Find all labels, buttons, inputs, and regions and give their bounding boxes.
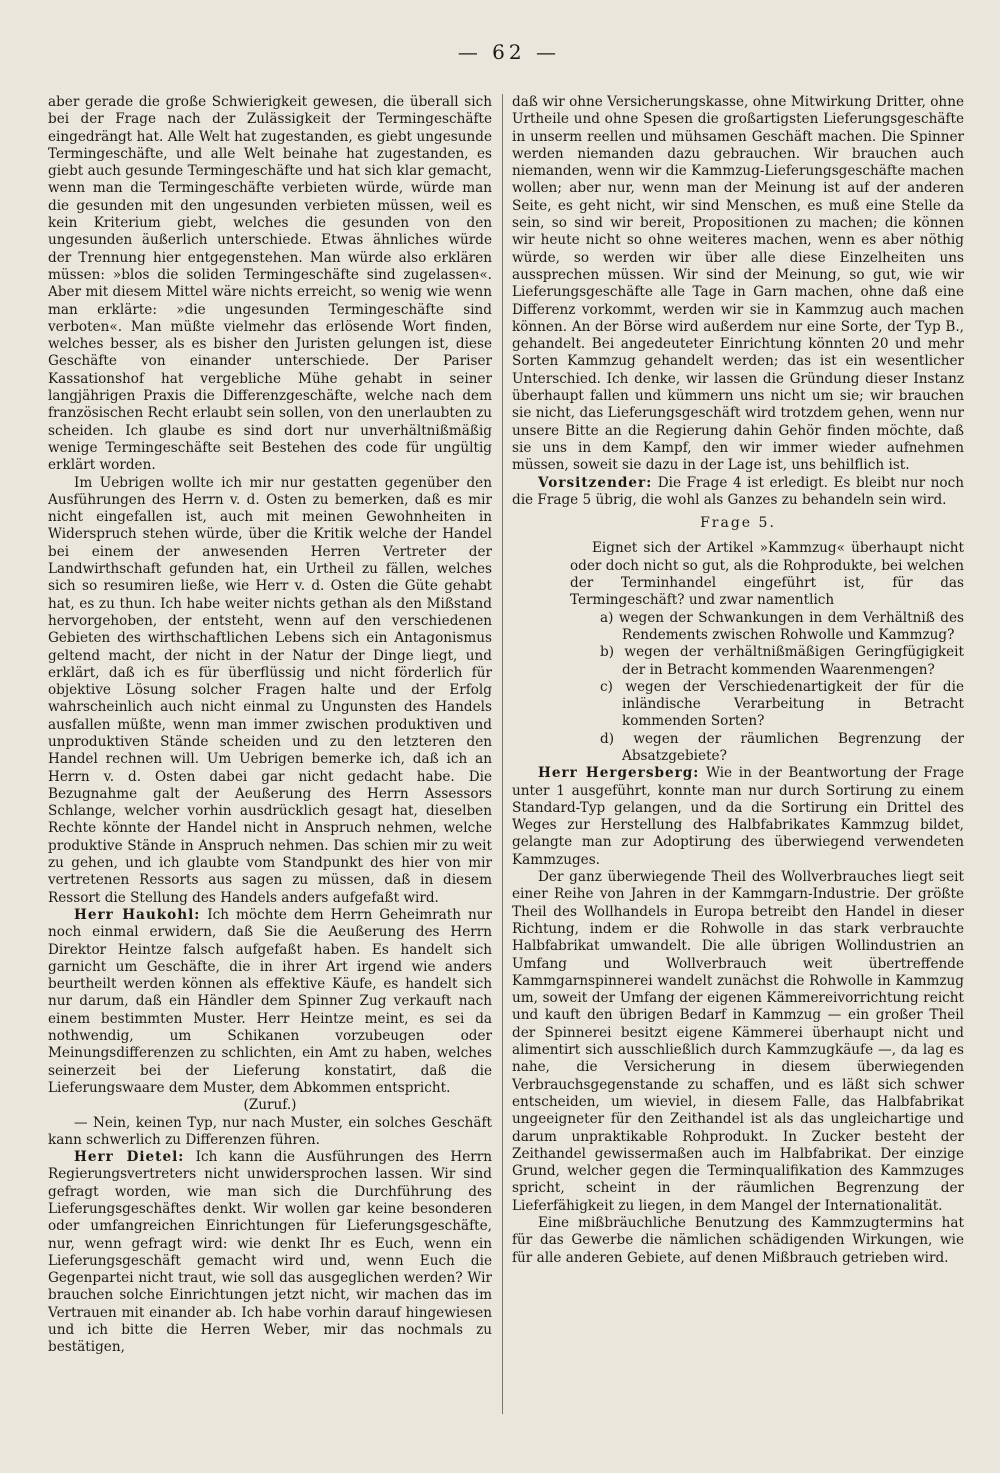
section-heading: Frage 5. <box>700 515 776 532</box>
paragraph: daß wir ohne Versicherungskasse, ohne Mitwirkung Dritter, ohne Urtheile und ohne Spesen die großartigsten Lieferungsgeschäfte in unserm reellen und mühsamen Geschäft machen. Die Spinner werden niemanden dazu gebrauchen. Wir brauchen auch niemanden, wenn wir die Kammzug-Lieferungsgeschäfte machen wollen; aber nur, wenn man der Meinung ist auf der anderen Seite, es geht nicht, wir sind Menschen, es muß eine Stelle da sein, so sind wir bereit, Propositionen zu machen; die können wir heute nicht so ohne weiteres machen, wenn es aber nöthig würde, so werden wir über alle diese Einzelheiten uns aussprechen müssen. Wir sind der Meinung, so gut, wie wir Lieferungsgeschäfte alle Tage in Garn machen, ohne daß eine Differenz vorkommt, werden wir sie in Kammzug auch machen können. An der Börse wird außerdem nur eine Sorte, der Typ B., gehandelt. Bei angedeuteter Einrichtung könnten 20 und mehr Sorten Kammzug gehandelt werden; das ist ein wesentlicher Unterschied. Ich denke, wir lassen die Gründung dieser Instanz überhaupt fallen und kümmern uns nicht um sie; wir brauchen sie nicht, das Lieferungsgeschäft wird trotzdem gehen, wenn nur unsere Bitte an die Regierung dahin Gehör finden möchte, daß sie uns in dem Kampf, den wir immer wieder aufnehmen müssen, soweit sie dazu in der Lage ist, uns behilflich ist. <box>512 94 964 474</box>
speaker-name: Herr Dietel: <box>74 1149 185 1166</box>
paragraph: — Nein, keinen Typ, nur nach Muster, ein solches Geschäft kann schwerlich zu Differenzen führen. <box>48 1114 492 1148</box>
question-item: c) wegen der Verschiedenartigkeit der für die inländische Verarbeitung in Betracht kommenden Sorten? <box>600 678 964 730</box>
right-column <box>512 94 964 1433</box>
question-intro: Eignet sich der Artikel »Kammzug« überhaupt nicht oder doch nicht so gut, als die Rohprodukte, bei welchen der Terminhandel eingeführt ist, für das Termingeschäft? und zwar namentlich <box>570 540 964 609</box>
question-item: d) wegen der räumlichen Begrenzung der Absatzgebiete? <box>600 730 964 764</box>
paragraph: Eine mißbräuchliche Benutzung des Kammzugtermins hat für das Gewerbe die nämlichen schädigenden Wirkungen, wie für alle anderen Gebiete, auf denen Mißbrauch getrieben wird. <box>512 1215 964 1266</box>
paragraph: Im Uebrigen wollte ich mir nur gestatten gegenüber den Ausführungen des Herrn v. d. Osten zu bemerken, daß es mir nicht eingefallen ist, auch mit meinen Gewohnheiten in Widerspruch stehen würde, über die Kritik welche der Handel bei einem der anwesenden Herren Vertreter der Landwirthschaft gefunden hat, ein Urtheil zu fällen, welches sich so resumiren ließe, wie Herr v. d. Osten die Güte gehabt hat, es zu thun. Ich habe weiter nichts gethan als den Mißstand hervorgehoben, der entsteht, wenn auf den verschiedenen Gebieten des wirthschaftlichen Lebens sich ein Antagonismus geltend macht, der nicht in der Natur der Dinge liegt, und erklärt, daß ich es für überflüssig und nicht förderlich für objektive Lösung solcher Fragen halte und der Erfolg wahrscheinlich auch nicht einmal zu Ungunsten des Handels ausfallen müßte, wenn man immer zwischen produktiven und unproduktiven Stände scheiden und zu den letzteren den Handel rechnen will. Um Uebrigen bemerke ich, daß ich an Herrn v. d. Osten dabei gar nicht gedacht habe. Die Bezugnahme galt der Aeußerung des Herrn Assessors Schlange, welcher vorhin ausdrücklich gesagt hat, dieselben Rechte könnte der Handel nicht in Anspruch nehmen, welche produktive Stände in Anspruch nehmen. Das schien mir zu weit zu gehen, und ich glaubte vom Standpunkt des hier von mir vertretenen Ressorts aus sagen zu müssen, daß in diesem Ressort die Stellung des Handels anders aufgefaßt wird. <box>48 474 492 906</box>
column-divider <box>502 94 503 1414</box>
speech-text: Ich möchte dem Herrn Geheimrath nur noch einmal erwidern, daß Sie die Aeußerung des Herrn Direktor Heintze falsch aufgefaßt haben. Es handelt sich garnicht um Geschäfte, die in ihrer Art irgend wie anders beurtheilt werden können als effektive Käufe, es handelt sich nur darum, daß ein Händler dem Spinner Zug verkauft nach einem bestimmten Muster. Herr Heintze meint, es sei da nothwendig, um Schikanen vorzubeugen oder Meinungsdifferenzen zu schlichten, ein Amt zu haben, welches seinerzeit bei der Lieferung konstatirt, daß die Lieferungswaare dem Muster, dem Abkommen entspricht. <box>48 906 493 1096</box>
speech-paragraph <box>48 1149 492 1357</box>
page-number: — 62 — <box>457 40 560 64</box>
speech-paragraph <box>512 475 964 510</box>
interjection: (Zuruf.) <box>243 1097 297 1114</box>
question-item: b) wegen der verhältnißmäßigen Geringfügigkeit der in Betracht kommenden Waarenmengen? <box>600 644 964 678</box>
speaker-name: Vorsitzender: <box>538 474 653 491</box>
speech-paragraph <box>48 907 492 1097</box>
paragraph: Der ganz überwiegende Theil des Wollverbrauches liegt seit einer Reihe von Jahren in der Kammgarn-Industrie. Der größte Theil des Wollhandels in Europa betreibt den Handel in dieser Richtung, indem er die Rohwolle in das stark verbrauchte Halbfabrikat umwandelt. Die alle übrigen Wollindustrien an Umfang und Wollverbrauch weit übertreffende Kammgarnspinnerei wandelt zunächst die Rohwolle in Kammzug um, soweit der Umfang der eigenen Kämmereivorrichtung reicht und kauft den übrigen Bedarf in Kammzug — ein großer Theil der Spinnerei besitzt eigene Kämmerei überhaupt nicht und alimentirt sich ausschließlich durch Kammzugkäufe —, da lag es nahe, die Versicherung in diesem überwiegenden Verbrauchsgegenstande zu schaffen, und es läßt sich schwer entscheiden, um wieviel, in diesem Falle, das Halbfabrikat ungeeigneter für den Zeithandel ist als das ungleichartige und darum unpraktikable Rohprodukt. In Zucker besteht der Zeithandel gewissermaßen auch im Halbfabrikat. Der einzige Grund, welcher gegen die Terminqualifikation des Kammzuges spricht, scheint in der räumlichen Begrenzung der Lieferfähigkeit zu liegen, in dem Mangel der Internationalität. <box>512 869 964 1214</box>
speech-text: Ich kann die Ausführungen des Herrn Regierungsvertreters nicht unwidersprochen lassen. Wir sind gefragt worden, wie man sich die Durchführung des Lieferungsgeschäftes denkt. Wir wollen gar keine besonderen oder umfangreichen Einrichtungen für Lieferungsgeschäfte, nur, wenn gefragt wird: wie denkt Ihr es Euch, wenn ein Lieferungsgeschäft gemacht wird und, wenn Euch die Gegenpartei nicht traut, wie soll das ausgeglichen werden? Wir brauchen solche Einrichtungen jetzt nicht, wir machen das im Vertrauen mit einander ab. Ich habe vorhin darauf hingewiesen und ich bitte die Herren Weber, mir das nochmals zu bestätigen, <box>48 1149 492 1356</box>
speaker-name: Herr Hergersberg: <box>538 765 700 782</box>
speech-text: Wie in der Beantwortung der Frage unter 1 ausgeführt, konnte man nur durch Sortirung zu einem Standard-Typ gelangen, und da die Sortirung ein Drittel des Weges zur Herstellung des Halbfabrikates Kammzug bildet, gelangte man zur Adoptirung des überwiegend verwendeten Kammzuges. <box>512 765 964 868</box>
left-column <box>48 94 492 1433</box>
speech-paragraph <box>512 765 964 869</box>
paragraph: aber gerade die große Schwierigkeit gewesen, die überall sich bei der Frage nach der Zulässigkeit der Termingeschäfte eingedrängt hat. Alle Welt hat zugestanden, es giebt ungesunde Termingeschäfte, und alle Welt beinahe hat zugestanden, es giebt auch gesunde Termingeschäfte und hat sich klar gemacht, wenn man die Termingeschäfte verbieten würde, würde man die gesunden mit den ungesunden verbieten müssen, weil es kein Kriterium giebt, welches die gesunden von den ungesunden äußerlich unterschiede. Etwas ähnliches würde der Trennung hier entgegenstehen. Man würde also erklären müssen: »blos die soliden Termingeschäfte sind zugelassen«. Aber mit diesem Mittel wäre nichts erreicht, so wenig wie wenn man erklärte: »die ungesunden Termingeschäfte sind verboten«. Man müßte vielmehr das erlösende Wort finden, welches besser, als es bisher den Juristen gelungen ist, diese Geschäfte von einander unterschiede. Der Pariser Kassationshof hat vergebliche Mühe gehabt in seiner langjährigen Praxis die Differenzgeschäfte, welche nach dem französischen Recht erlaubt sein sollen, von den unerlaubten zu scheiden. Ich glaube es sind dort nur unverhältnißmäßig wenige Termingeschäfte seit Bestehen des code für ungültig erklärt worden. <box>48 94 492 474</box>
question-item: a) wegen der Schwankungen in dem Verhältniß des Rendements zwischen Rohwolle und Kammzug? <box>600 609 964 643</box>
speech-text: Die Frage 4 ist erledigt. Es bleibt nur noch die Frage 5 übrig, die wohl als Ganzes zu behandeln sein wird. <box>512 474 964 508</box>
speaker-name: Herr Haukohl: <box>74 906 201 923</box>
